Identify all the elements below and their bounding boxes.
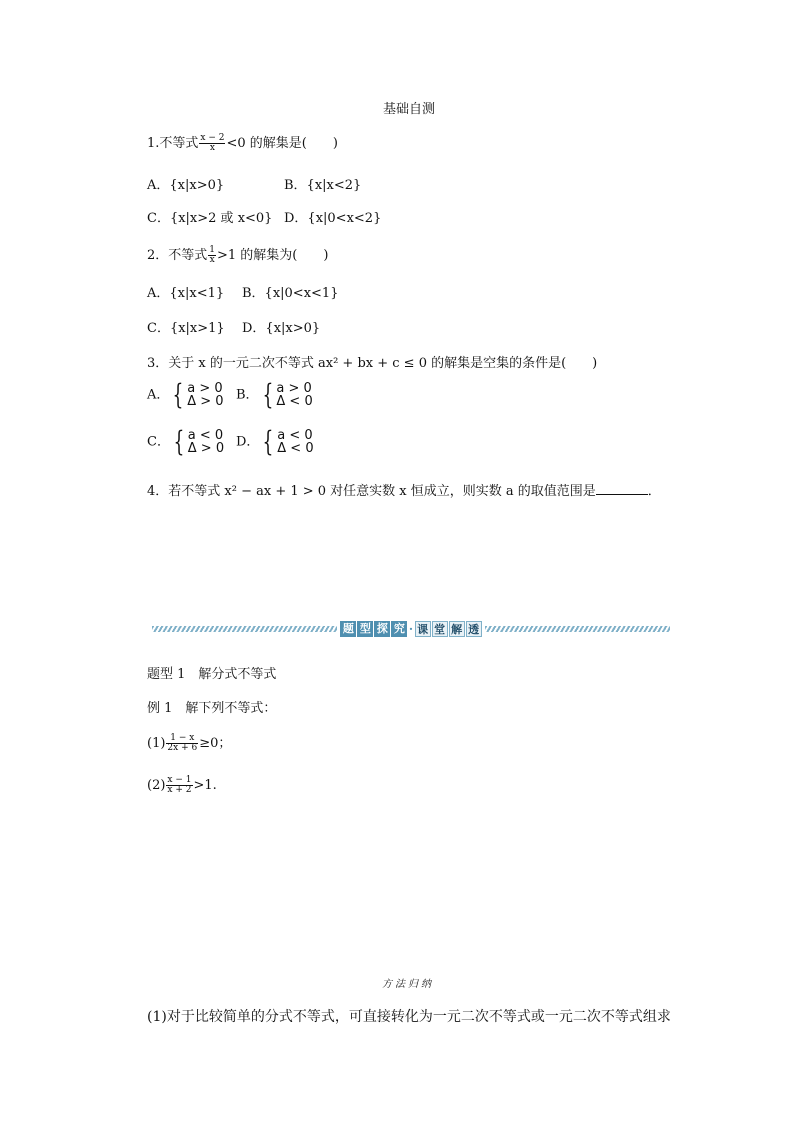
part-number: (2): [147, 778, 166, 793]
fraction-denominator: x + 2: [167, 785, 192, 795]
option-label: C．: [147, 434, 170, 450]
banner-hatch-left: [152, 626, 337, 632]
banner-char: 探: [374, 621, 390, 637]
part-number: (1): [147, 736, 166, 751]
question-2-stem: [147, 244, 328, 265]
fraction-denominator: x: [209, 255, 215, 265]
section-title: 基础自测: [383, 102, 436, 117]
question-1-option-c: C．{x|x>2 或 x<0}: [147, 211, 273, 226]
question-1-option-d: D．{x|0<x<2}: [284, 211, 382, 226]
cases-system: [169, 378, 224, 411]
banner-char: 型: [357, 621, 373, 637]
question-2-option-a: A．{x|x<1}: [147, 286, 225, 301]
question-3-option-b: [236, 378, 313, 411]
case-row-1: a > 0: [187, 381, 223, 396]
fraction-numerator: x − 2: [200, 133, 225, 143]
question-2-stem-post: >1 的解集为( ): [217, 248, 329, 263]
question-3-option-c: [147, 425, 225, 458]
case-row-1: a < 0: [187, 428, 224, 443]
section-banner: [152, 621, 670, 637]
banner-char: 解: [449, 621, 465, 637]
example-1-relation: ≥0；: [199, 736, 232, 751]
question-1-option-a: A．{x|x>0}: [147, 178, 225, 193]
question-1-stem-post: <0 的解集是( ): [226, 136, 338, 151]
example-2-fraction: [166, 776, 192, 795]
brace-icon: {: [263, 425, 274, 458]
question-3-stem: 3．关于 x 的一元二次不等式 ax² + bx + c ≤ 0 的解集是空集的条件是( ): [147, 356, 598, 371]
banner-hatch-right: [485, 626, 670, 632]
example-part-2: [147, 776, 217, 795]
option-label: D．: [236, 434, 260, 450]
case-row-2: Δ > 0: [187, 441, 225, 456]
fraction-denominator: 2x + 6: [167, 743, 198, 753]
cases-system: [259, 425, 314, 458]
question-1-fraction: [199, 134, 225, 153]
cases-system: [170, 425, 225, 458]
banner-separator: ·: [408, 622, 414, 636]
option-label: A．: [147, 387, 170, 403]
method-text: (1)对于比较简单的分式不等式，可直接转化为一元二次不等式或一元二次不等式组求: [147, 1009, 671, 1025]
question-1-stem-pre: 1.不等式: [147, 136, 199, 151]
brace-icon: {: [262, 378, 273, 411]
topic-heading: 题型 1 解分式不等式: [147, 667, 277, 682]
fraction-numerator: x − 1: [167, 775, 192, 785]
example-part-1: [147, 732, 231, 753]
case-row-2: Δ < 0: [277, 441, 314, 456]
method-title: 方法归纳: [382, 979, 434, 990]
case-row-2: Δ > 0: [187, 394, 224, 409]
question-2-option-d: D．{x|x>0}: [242, 321, 321, 336]
banner-title: [340, 621, 482, 637]
case-row-1: a > 0: [276, 381, 312, 396]
example-2-relation: >1.: [193, 778, 217, 793]
question-3-option-d: [236, 425, 314, 458]
fraction-numerator: 1 − x: [170, 733, 195, 743]
banner-char: 课: [415, 621, 431, 637]
question-4-stem-post: ．: [647, 484, 661, 499]
option-label: B．: [236, 387, 259, 403]
question-2-stem-pre: 2．不等式: [147, 248, 208, 263]
question-4-stem-pre: 4．若不等式 x² − ax + 1 > 0 对任意实数 x 恒成立，则实数 a 的取值范围是: [147, 484, 596, 499]
question-1-stem: [147, 132, 338, 153]
brace-icon: {: [173, 425, 185, 458]
question-2-fraction: [208, 246, 216, 265]
question-3-option-a: [147, 378, 224, 411]
banner-char: 堂: [432, 621, 448, 637]
fraction-numerator: 1: [209, 245, 216, 255]
case-row-2: Δ < 0: [276, 394, 313, 409]
case-row-1: a < 0: [277, 428, 313, 443]
question-2-option-b: B．{x|0<x<1}: [242, 286, 339, 301]
cases-system: [259, 378, 313, 411]
banner-char: 题: [340, 621, 356, 637]
banner-char: 究: [391, 621, 407, 637]
question-2-option-c: C．{x|x>1}: [147, 321, 225, 336]
answer-blank[interactable]: [596, 482, 648, 495]
brace-icon: {: [172, 378, 184, 411]
banner-char: 透: [466, 621, 482, 637]
fraction-denominator: x: [199, 143, 225, 153]
question-1-option-b: B．{x|x<2}: [284, 178, 362, 193]
example-label: 例 1 解下列不等式：: [147, 701, 277, 716]
question-4-stem: [147, 480, 661, 499]
example-1-fraction: [166, 734, 198, 753]
